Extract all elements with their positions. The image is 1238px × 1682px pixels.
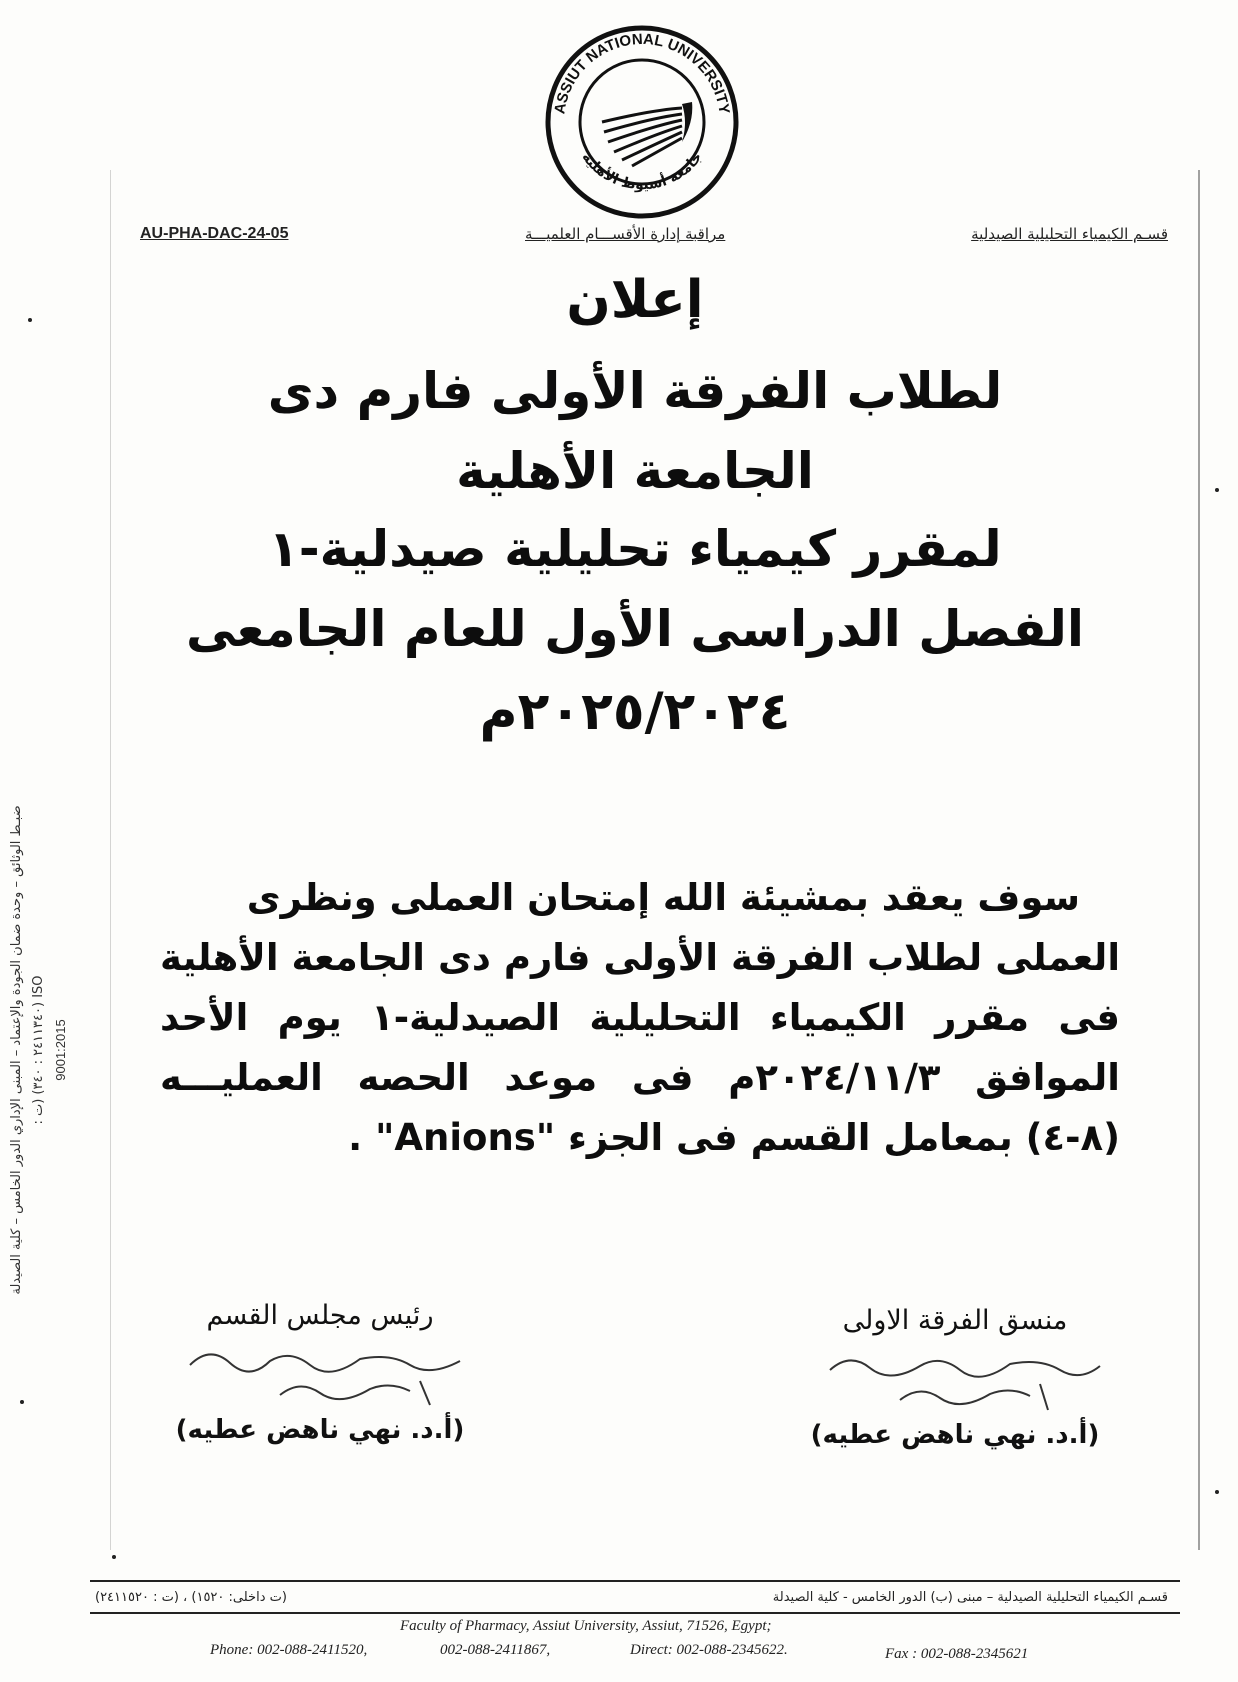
handwritten-signature xyxy=(790,1340,1120,1420)
footer-phone-2: 002-088-2411867, xyxy=(440,1642,551,1658)
academic-year: ٢٠٢٥/٢٠٢٤م xyxy=(479,682,791,742)
header-department-control: مراقبة إدارة الأقســـام العلميـــة xyxy=(525,225,726,243)
announcement-heading: إعلان xyxy=(566,270,704,330)
scan-speck xyxy=(112,1555,116,1559)
announcement-body xyxy=(160,868,1120,1168)
side-iso-text xyxy=(6,530,66,1570)
signatory-name: (أ.د. نهي ناهض عطيه) xyxy=(175,1415,465,1445)
footer-rule-top xyxy=(90,1580,1180,1582)
footer-rule-bottom xyxy=(90,1612,1180,1614)
university-logo xyxy=(542,22,742,222)
footer-phone: Phone: 002-088-2411520, xyxy=(210,1642,368,1658)
scan-speck xyxy=(1215,1490,1219,1494)
svg-text:ASSIUT NATIONAL UNIVERSITY: ASSIUT NATIONAL UNIVERSITY xyxy=(551,30,733,116)
title-line-5: الفصل الدراسى الأول للعام الجامعى xyxy=(185,600,1085,658)
side-line-2: ISO (٢٤١١٣٤٠ : ٣٤٠) (ت : xyxy=(31,975,46,1125)
body-line-1: سوف يعقد بمشيئة الله إمتحان العملى ونظرى xyxy=(246,876,1080,919)
signature-title: رئيس مجلس القسم xyxy=(206,1300,434,1331)
signature-coordinator xyxy=(790,1305,1120,1450)
header-department-name: قسـم الكيمياء التحليلية الصيدلية xyxy=(971,225,1168,243)
title-line-4: لمقرر كيمياء تحليلية صيدلية-١ xyxy=(268,520,1002,578)
footer-department-address: قسـم الكيمياء التحليلية الصيدلية – مبنى (ب) الدور الخامس - كلية الصيدلة xyxy=(772,1590,1168,1605)
signature-department-head xyxy=(160,1300,480,1445)
body-line-3: فى مقرر الكيمياء التحليلية الصيدلية-١ يوم الأحد xyxy=(160,996,1120,1039)
scan-speck xyxy=(28,318,32,322)
body-line-4: الموافق ٢٠٢٤/١١/٣م فى موعد الحصه العمليـــه xyxy=(160,1056,1120,1099)
footer-extensions: (ت داخلى: ١٥٢٠) ، (ت : ٢٤١١٥٢٠) xyxy=(95,1590,287,1605)
side-line-3: 9001:2015 xyxy=(53,1019,68,1081)
side-line-1: ضبـط الوثائق – وحدة ضمان الجودة والإعتماد – المبنى الإداري الدور الخامس – كلية الصيدلة xyxy=(9,805,24,1295)
scan-speck xyxy=(20,1400,24,1404)
footer-direct: Direct: 002-088-2345622. xyxy=(630,1642,788,1658)
document-code: AU-PHA-DAC-24-05 xyxy=(140,225,289,242)
scan-edge-right xyxy=(1198,170,1200,1550)
scan-edge-left xyxy=(110,170,111,1550)
svg-text:جامعة أسيوط الأهلية: جامعة أسيوط الأهلية xyxy=(578,149,706,194)
title-line-3: الجامعة الأهلية xyxy=(456,442,814,500)
scan-speck xyxy=(1215,488,1219,492)
footer-fax: Fax : 002-088-2345621 xyxy=(885,1646,1029,1662)
signatory-name: (أ.د. نهي ناهض عطيه) xyxy=(810,1420,1100,1450)
body-line-2: العملى لطلاب الفرقة الأولى فارم دى الجامعة الأهلية xyxy=(160,936,1120,979)
footer-faculty-address: Faculty of Pharmacy, Assiut University, Assiut, 71526, Egypt; xyxy=(400,1618,772,1634)
handwritten-signature xyxy=(160,1335,480,1415)
signature-title: منسق الفرقة الاولى xyxy=(842,1305,1068,1336)
body-line-5: (٨-٤) بمعامل القسم فى الجزء "Anions" . xyxy=(348,1116,1120,1159)
title-line-2: لطلاب الفرقة الأولى فارم دى xyxy=(267,362,1003,420)
